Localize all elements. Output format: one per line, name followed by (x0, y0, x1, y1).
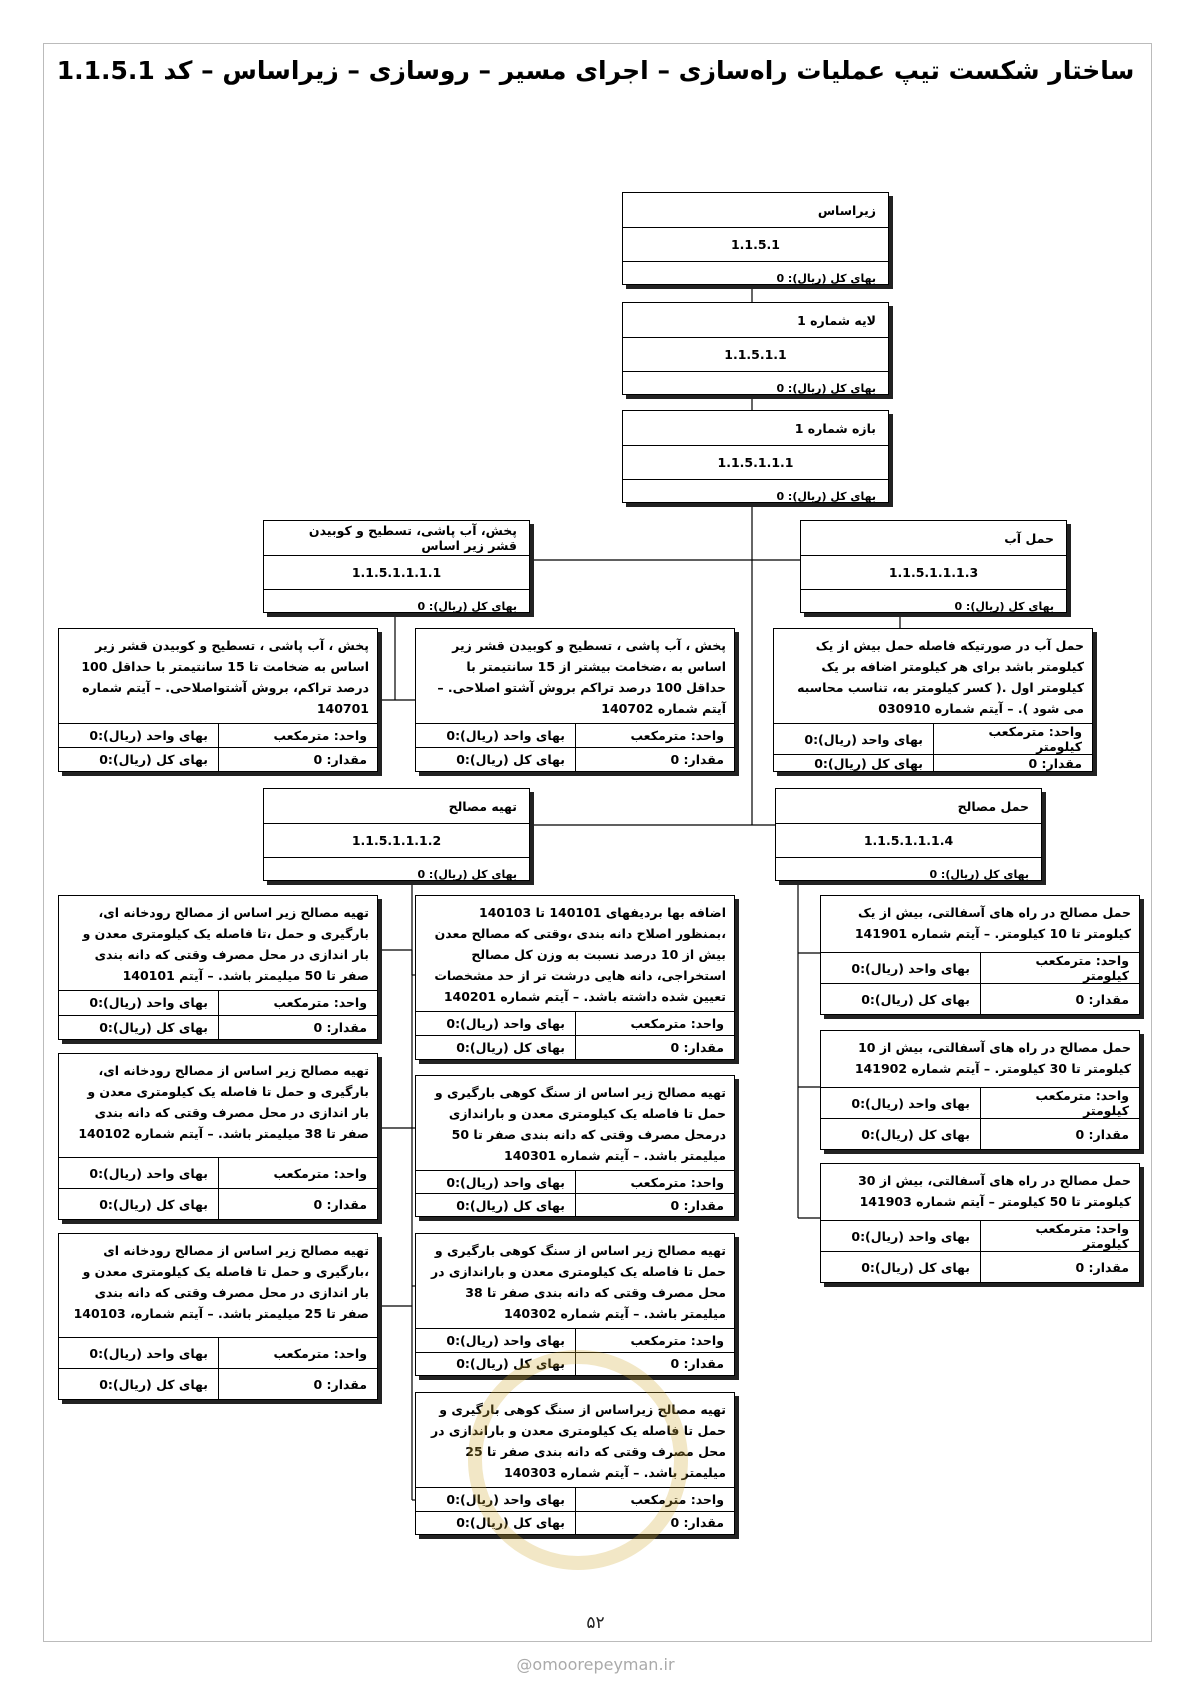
leaf-140301 (415, 1075, 735, 1217)
leaf-total: بهای کل (ریال):0 (861, 1126, 970, 1142)
leaf-unit-price: بهای واحد (ریال):0 (851, 960, 970, 976)
node-code: 1.1.5.1.1.1 (623, 446, 888, 480)
leaf-unit-price: بهای واحد (ریال):0 (804, 731, 923, 747)
node-name: بازه شماره 1 (623, 411, 888, 446)
leaf-unit: واحد: مترمکعب (218, 1338, 377, 1368)
leaf-qty: مقدار: 0 (218, 1189, 377, 1219)
leaf-unit-price: بهای واحد (ریال):0 (446, 1174, 565, 1190)
leaf-description: تهیه مصالح زیر اساس از سنگ کوهی بارگیری و حمل تا فاصله یک کیلومتری معدن و باراندازی درمحل مصرف وقتی که دانه بندی صفر تا 50 میلیمتر باشد. – آیتم شماره 140301 (416, 1076, 734, 1171)
leaf-qty: مقدار: 0 (980, 1119, 1139, 1149)
leaf-qty: مقدار: 0 (218, 1369, 377, 1399)
leaf-unit-price: بهای واحد (ریال):0 (89, 1345, 208, 1361)
leaf-140201 (415, 895, 735, 1060)
site-watermark: @omoorepeyman.ir (516, 1655, 675, 1674)
leaf-unit: واحد: مترمکعب (575, 1171, 734, 1193)
leaf-unit: واحد: مترمکعب (575, 1329, 734, 1352)
node-total: بهای کل (ریال): 0 (417, 867, 517, 881)
leaf-140702 (415, 628, 735, 772)
leaf-description: تهیه مصالح زیر اساس از مصالح رودخانه ای، بارگیری و حمل ،تا فاصله یک کیلومتری معدن و بار اندازی در محل مصرف وقتی که دانه بندی صفر تا 50 میلیمتر باشد. – آیتم 140101 (59, 896, 377, 991)
leaf-qty: مقدار: 0 (933, 755, 1092, 771)
leaf-unit: واحد: مترمکعب (575, 1488, 734, 1511)
node-total: بهای کل (ریال): 0 (417, 599, 517, 613)
node-code: 1.1.5.1 (623, 228, 888, 262)
node-supply (263, 788, 530, 881)
leaf-qty: مقدار: 0 (575, 1353, 734, 1376)
node-code: 1.1.5.1.1.1.2 (264, 824, 529, 858)
leaf-unit-price: بهای واحد (ریال):0 (446, 728, 565, 743)
leaf-unit-price: بهای واحد (ریال):0 (446, 1332, 565, 1348)
node-name: پخش، آب پاشی، تسطیح و کوبیدن قشر زیر اساس (264, 521, 529, 556)
leaf-140101 (58, 895, 378, 1040)
leaf-qty: مقدار: 0 (980, 984, 1139, 1014)
leaf-total: بهای کل (ریال):0 (456, 752, 565, 767)
node-layer (622, 302, 889, 395)
leaf-description: پخش ، آب پاشی ، تسطیح و کوبیدن قشر زیر اساس به ضخامت تا 15 سانتیمتر با حداقل 100 درصد تراکم، بروش آشتواصلاحی. – آیتم شماره 140701 (59, 629, 377, 724)
leaf-qty: مقدار: 0 (575, 1036, 734, 1059)
leaf-total: بهای کل (ریال):0 (814, 755, 923, 771)
leaf-unit-price: بهای واحد (ریال):0 (446, 1016, 565, 1031)
node-name: حمل آب (801, 521, 1066, 556)
leaf-unit: واحد: مترمکعب کیلومتر (980, 953, 1139, 983)
leaf-unit-price: بهای واحد (ریال):0 (89, 995, 208, 1011)
leaf-description: تهیه مصالح زیر اساس از سنگ کوهی بارگیری و حمل تا فاصله یک کیلومتری معدن و باراندازی در محل مصرف وقتی که دانه بندی صفر تا 38 میلیمتر باشد. – آیتم شماره 140302 (416, 1234, 734, 1329)
node-name: حمل مصالح (776, 789, 1041, 824)
leaf-unit: واحد: مترمکعب (218, 724, 377, 747)
leaf-unit: واحد: مترمکعب (218, 991, 377, 1015)
leaf-total: بهای کل (ریال):0 (99, 1019, 208, 1035)
leaf-141903 (820, 1163, 1140, 1283)
leaf-140103 (58, 1233, 378, 1400)
leaf-description: حمل آب در صورتیکه فاصله حمل بیش از یک کیلومتر باشد برای هر کیلومتر اضافه بر یک کیلومتر اول .( کسر کیلومتر به، تناسب محاسبه می شود ). – آیتم شماره 030910 (774, 629, 1092, 724)
leaf-description: حمل مصالح در راه های آسفالتی، بیش از یک کیلومتر تا 10 کیلومتر. – آیتم شماره 141901 (821, 896, 1139, 953)
node-code: 1.1.5.1.1.1.3 (801, 556, 1066, 590)
leaf-qty: مقدار: 0 (575, 1194, 734, 1216)
node-name: زیراساس (623, 193, 888, 228)
leaf-unit-price: بهای واحد (ریال):0 (89, 728, 208, 743)
leaf-140701 (58, 628, 378, 772)
leaf-description: اضافه بها بردیفهای 140101 تا 140103 ،بمنظور اصلاح دانه بندی ،وقتی که مصالح معدن بیش از 10 درصد نسبت به وزن کل مصالح استخراجی، دانه هایی درشت تر از حد مشخصات تعیین شده داشته باشد. – آیتم شماره 140201 (416, 896, 734, 1012)
leaf-140102 (58, 1053, 378, 1220)
leaf-description: پخش ، آب پاشی ، تسطیح و کوبیدن قشر زیر اساس به ،ضخامت بیشتر از 15 سانتیمتر با حداقل 100 درصد تراکم بروش آشتو اصلاحی. – آیتم شماره 140702 (416, 629, 734, 724)
leaf-unit-price: بهای واحد (ریال):0 (446, 1491, 565, 1507)
leaf-total: بهای کل (ریال):0 (861, 991, 970, 1007)
leaf-description: حمل مصالح در راه های آسفالتی، بیش از 10 کیلومتر تا 30 کیلومتر. – آیتم شماره 141902 (821, 1031, 1139, 1088)
node-name: لایه شماره 1 (623, 303, 888, 338)
node-range (622, 410, 889, 503)
watermark-seal (468, 1350, 688, 1570)
leaf-qty: مقدار: 0 (575, 748, 734, 771)
leaf-qty: مقدار: 0 (980, 1252, 1139, 1282)
leaf-description: حمل مصالح در راه های آسفالتی، بیش از 30 کیلومتر تا 50 کیلومتر – آیتم شماره 141903 (821, 1164, 1139, 1221)
leaf-qty: مقدار: 0 (575, 1512, 734, 1535)
leaf-total: بهای کل (ریال):0 (456, 1515, 565, 1531)
leaf-unit: واحد: مترمکعب کیلومتر (980, 1221, 1139, 1251)
node-name: تهیه مصالح (264, 789, 529, 824)
leaf-unit-price: بهای واحد (ریال):0 (851, 1228, 970, 1244)
leaf-qty: مقدار: 0 (218, 1016, 377, 1040)
leaf-141901 (820, 895, 1140, 1015)
leaf-unit: واحد: مترمکعب کیلومتر (980, 1088, 1139, 1118)
node-code: 1.1.5.1.1.1.4 (776, 824, 1041, 858)
leaf-unit: واحد: مترمکعب (218, 1158, 377, 1188)
leaf-unit: واحد: مترمکعب (575, 1012, 734, 1035)
leaf-total: بهای کل (ریال):0 (99, 1376, 208, 1392)
leaf-unit: واحد: مترمکعب کیلومتر (933, 724, 1092, 754)
node-total: بهای کل (ریال): 0 (929, 867, 1029, 881)
leaf-description: تهیه مصالح زیراساس از سنگ کوهی بارگیری و حمل تا فاصله یک کیلومتری معدن و باراندازی در محل مصرف وقتی که دانه بندی صفر تا 25 میلیمتر باشد. – آیتم شماره 140303 (416, 1393, 734, 1488)
node-haul (775, 788, 1042, 881)
leaf-total: بهای کل (ریال):0 (456, 1197, 565, 1213)
leaf-qty: مقدار: 0 (218, 748, 377, 771)
leaf-unit: واحد: مترمکعب (575, 724, 734, 747)
node-water (800, 520, 1067, 613)
leaf-unit-price: بهای واحد (ریال):0 (851, 1095, 970, 1111)
node-root (622, 192, 889, 285)
leaf-total: بهای کل (ریال):0 (99, 1196, 208, 1212)
node-code: 1.1.5.1.1 (623, 338, 888, 372)
leaf-total: بهای کل (ریال):0 (99, 752, 208, 767)
leaf-total: بهای کل (ریال):0 (456, 1356, 565, 1372)
leaf-030910 (773, 628, 1093, 772)
node-total: بهای کل (ریال): 0 (776, 381, 876, 395)
node-total: بهای کل (ریال): 0 (954, 599, 1054, 613)
leaf-description: تهیه مصالح زیر اساس از مصالح رودخانه ای ،بارگیری و حمل تا فاصله یک کیلومتری معدن و بار اندازی در محل مصرف وقتی که دانه بندی صفر تا 25 میلیمتر باشد. – آیتم شماره، 140103 (59, 1234, 377, 1338)
leaf-total: بهای کل (ریال):0 (861, 1259, 970, 1275)
node-code: 1.1.5.1.1.1.1 (264, 556, 529, 590)
leaf-total: بهای کل (ریال):0 (456, 1040, 565, 1055)
leaf-141902 (820, 1030, 1140, 1150)
leaf-description: تهیه مصالح زیر اساس از مصالح رودخانه ای، بارگیری و حمل تا فاصله یک کیلومتری معدن و بار اندازی در محل مصرف وقتی که دانه بندی صفر تا 38 میلیمتر باشد. – آیتم شماره 140102 (59, 1054, 377, 1158)
node-total: بهای کل (ریال): 0 (776, 271, 876, 285)
node-total: بهای کل (ریال): 0 (776, 489, 876, 503)
node-spread (263, 520, 530, 613)
page-number: ۵۲ (586, 1613, 605, 1633)
page-title: ساختار شکست تیپ عملیات راه‌سازی – اجرای مسیر – روسازی – زیراساس – کد 1.1.5.1 (56, 56, 1135, 85)
leaf-unit-price: بهای واحد (ریال):0 (89, 1165, 208, 1181)
